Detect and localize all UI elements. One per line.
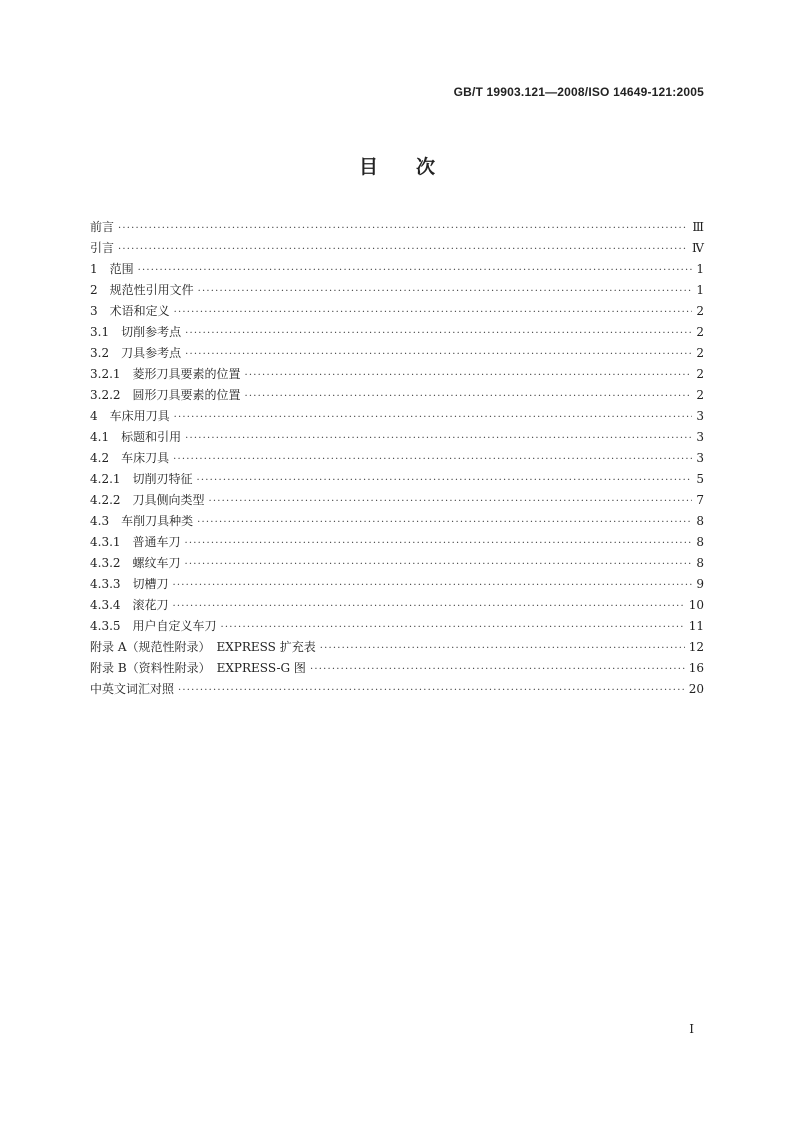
toc-leader-dots bbox=[198, 281, 693, 302]
toc-entry-page: 8 bbox=[696, 556, 704, 570]
toc-entry-page: 3 bbox=[696, 409, 704, 423]
toc-entry[interactable] bbox=[90, 427, 704, 448]
toc-entry-page: 10 bbox=[688, 598, 704, 612]
toc-entry-label: 引言 bbox=[90, 241, 115, 255]
toc-entry[interactable] bbox=[90, 406, 704, 427]
toc-leader-dots bbox=[310, 659, 685, 680]
toc-entry-page: 20 bbox=[688, 682, 704, 696]
toc-entry[interactable] bbox=[90, 343, 704, 364]
toc-entry-label: 附录 A（规范性附录） EXPRESS 扩充表 bbox=[90, 640, 316, 654]
toc-leader-dots bbox=[185, 323, 692, 344]
toc-entry-page: 11 bbox=[688, 619, 704, 633]
toc-leader-dots bbox=[185, 344, 692, 365]
toc-leader-dots bbox=[118, 239, 688, 260]
toc-entry-page: Ⅳ bbox=[692, 241, 704, 255]
toc-entry-page: 8 bbox=[696, 535, 704, 549]
toc-entry-label: 3.2.2 圆形刀具要素的位置 bbox=[90, 388, 241, 402]
toc-entry[interactable] bbox=[90, 280, 704, 301]
toc-leader-dots bbox=[197, 512, 692, 533]
toc-entry-label: 4.3.2 螺纹车刀 bbox=[90, 556, 181, 570]
toc-leader-dots bbox=[174, 407, 693, 428]
toc-entry-label: 1 范围 bbox=[90, 262, 134, 276]
toc-entry-page: 2 bbox=[696, 304, 704, 318]
toc-entry-label: 4.3.5 用户自定义车刀 bbox=[90, 619, 217, 633]
toc-entry-label: 前言 bbox=[90, 220, 115, 234]
toc-leader-dots bbox=[320, 638, 685, 659]
toc-entry[interactable] bbox=[90, 574, 704, 595]
toc-leader-dots bbox=[173, 596, 685, 617]
toc-leader-dots bbox=[138, 260, 693, 281]
toc-leader-dots bbox=[245, 365, 693, 386]
toc-leader-dots bbox=[245, 386, 693, 407]
toc-entry-page: 12 bbox=[688, 640, 704, 654]
toc-entry-label: 4.3.1 普通车刀 bbox=[90, 535, 181, 549]
toc-entry-label: 2 规范性引用文件 bbox=[90, 283, 194, 297]
toc-entry-label: 3.2 刀具参考点 bbox=[90, 346, 182, 360]
page-number: I bbox=[689, 1022, 694, 1036]
toc-leader-dots bbox=[209, 491, 693, 512]
toc-leader-dots bbox=[197, 470, 693, 491]
toc-entry-label: 4 车床用刀具 bbox=[90, 409, 170, 423]
toc-entry-page: 2 bbox=[696, 367, 704, 381]
toc-entry[interactable] bbox=[90, 616, 704, 637]
toc-entry-page: Ⅲ bbox=[692, 220, 704, 234]
toc-entry-label: 4.3 车削刀具种类 bbox=[90, 514, 194, 528]
toc-entry-label: 4.3.3 切槽刀 bbox=[90, 577, 169, 591]
title-part-1: 目 bbox=[358, 156, 378, 178]
toc-entry[interactable] bbox=[90, 469, 704, 490]
toc-leader-dots bbox=[118, 218, 688, 239]
toc-leader-dots bbox=[173, 449, 692, 470]
toc-entry-page: 1 bbox=[696, 283, 704, 297]
toc-entry-label: 3.1 切削参考点 bbox=[90, 325, 182, 339]
toc-entry[interactable] bbox=[90, 322, 704, 343]
toc-entry-page: 1 bbox=[696, 262, 704, 276]
standard-code: GB/T 19903.121—2008/ISO 14649-121:2005 bbox=[453, 85, 704, 99]
toc-entry-label: 3 术语和定义 bbox=[90, 304, 170, 318]
toc-entry-page: 9 bbox=[696, 577, 704, 591]
toc-entry-page: 8 bbox=[696, 514, 704, 528]
toc-entry-label: 4.2.2 刀具侧向类型 bbox=[90, 493, 205, 507]
page-title bbox=[0, 152, 794, 179]
toc-entry-label: 4.1 标题和引用 bbox=[90, 430, 182, 444]
toc-entry[interactable] bbox=[90, 448, 704, 469]
toc-entry-label: 4.2.1 切削刃特征 bbox=[90, 472, 193, 486]
toc-leader-dots bbox=[174, 302, 693, 323]
toc-entry-label: 中英文词汇对照 bbox=[90, 682, 175, 696]
toc-entry-label: 4.2 车床刀具 bbox=[90, 451, 170, 465]
toc-entry[interactable] bbox=[90, 511, 704, 532]
toc-entry-page: 16 bbox=[688, 661, 704, 675]
toc-leader-dots bbox=[185, 533, 693, 554]
toc-entry-page: 2 bbox=[696, 325, 704, 339]
toc-entry[interactable] bbox=[90, 658, 704, 679]
toc-entry-page: 7 bbox=[696, 493, 704, 507]
toc-entry-label: 4.3.4 滚花刀 bbox=[90, 598, 169, 612]
toc-entry[interactable] bbox=[90, 217, 704, 238]
toc-entry[interactable] bbox=[90, 490, 704, 511]
toc-entry[interactable] bbox=[90, 595, 704, 616]
toc-entry-page: 5 bbox=[696, 472, 704, 486]
toc-entry[interactable] bbox=[90, 364, 704, 385]
toc-entry[interactable] bbox=[90, 553, 704, 574]
toc-entry-page: 2 bbox=[696, 346, 704, 360]
toc-leader-dots bbox=[178, 680, 685, 701]
toc-entry[interactable] bbox=[90, 301, 704, 322]
toc-entry[interactable] bbox=[90, 385, 704, 406]
toc-entry[interactable] bbox=[90, 637, 704, 658]
toc-entry[interactable] bbox=[90, 679, 704, 700]
toc-entry[interactable] bbox=[90, 532, 704, 553]
toc-leader-dots bbox=[185, 428, 692, 449]
toc-entry-page: 2 bbox=[696, 388, 704, 402]
toc-entry[interactable] bbox=[90, 259, 704, 280]
toc-entry[interactable] bbox=[90, 238, 704, 259]
toc-leader-dots bbox=[221, 617, 685, 638]
toc-leader-dots bbox=[173, 575, 693, 596]
toc-entry-page: 3 bbox=[696, 451, 704, 465]
toc-entry-page: 3 bbox=[696, 430, 704, 444]
table-of-contents bbox=[90, 217, 704, 700]
toc-entry-label: 3.2.1 菱形刀具要素的位置 bbox=[90, 367, 241, 381]
toc-entry-label: 附录 B（资料性附录） EXPRESS-G 图 bbox=[90, 661, 306, 675]
title-part-2: 次 bbox=[416, 156, 436, 178]
toc-leader-dots bbox=[185, 554, 693, 575]
